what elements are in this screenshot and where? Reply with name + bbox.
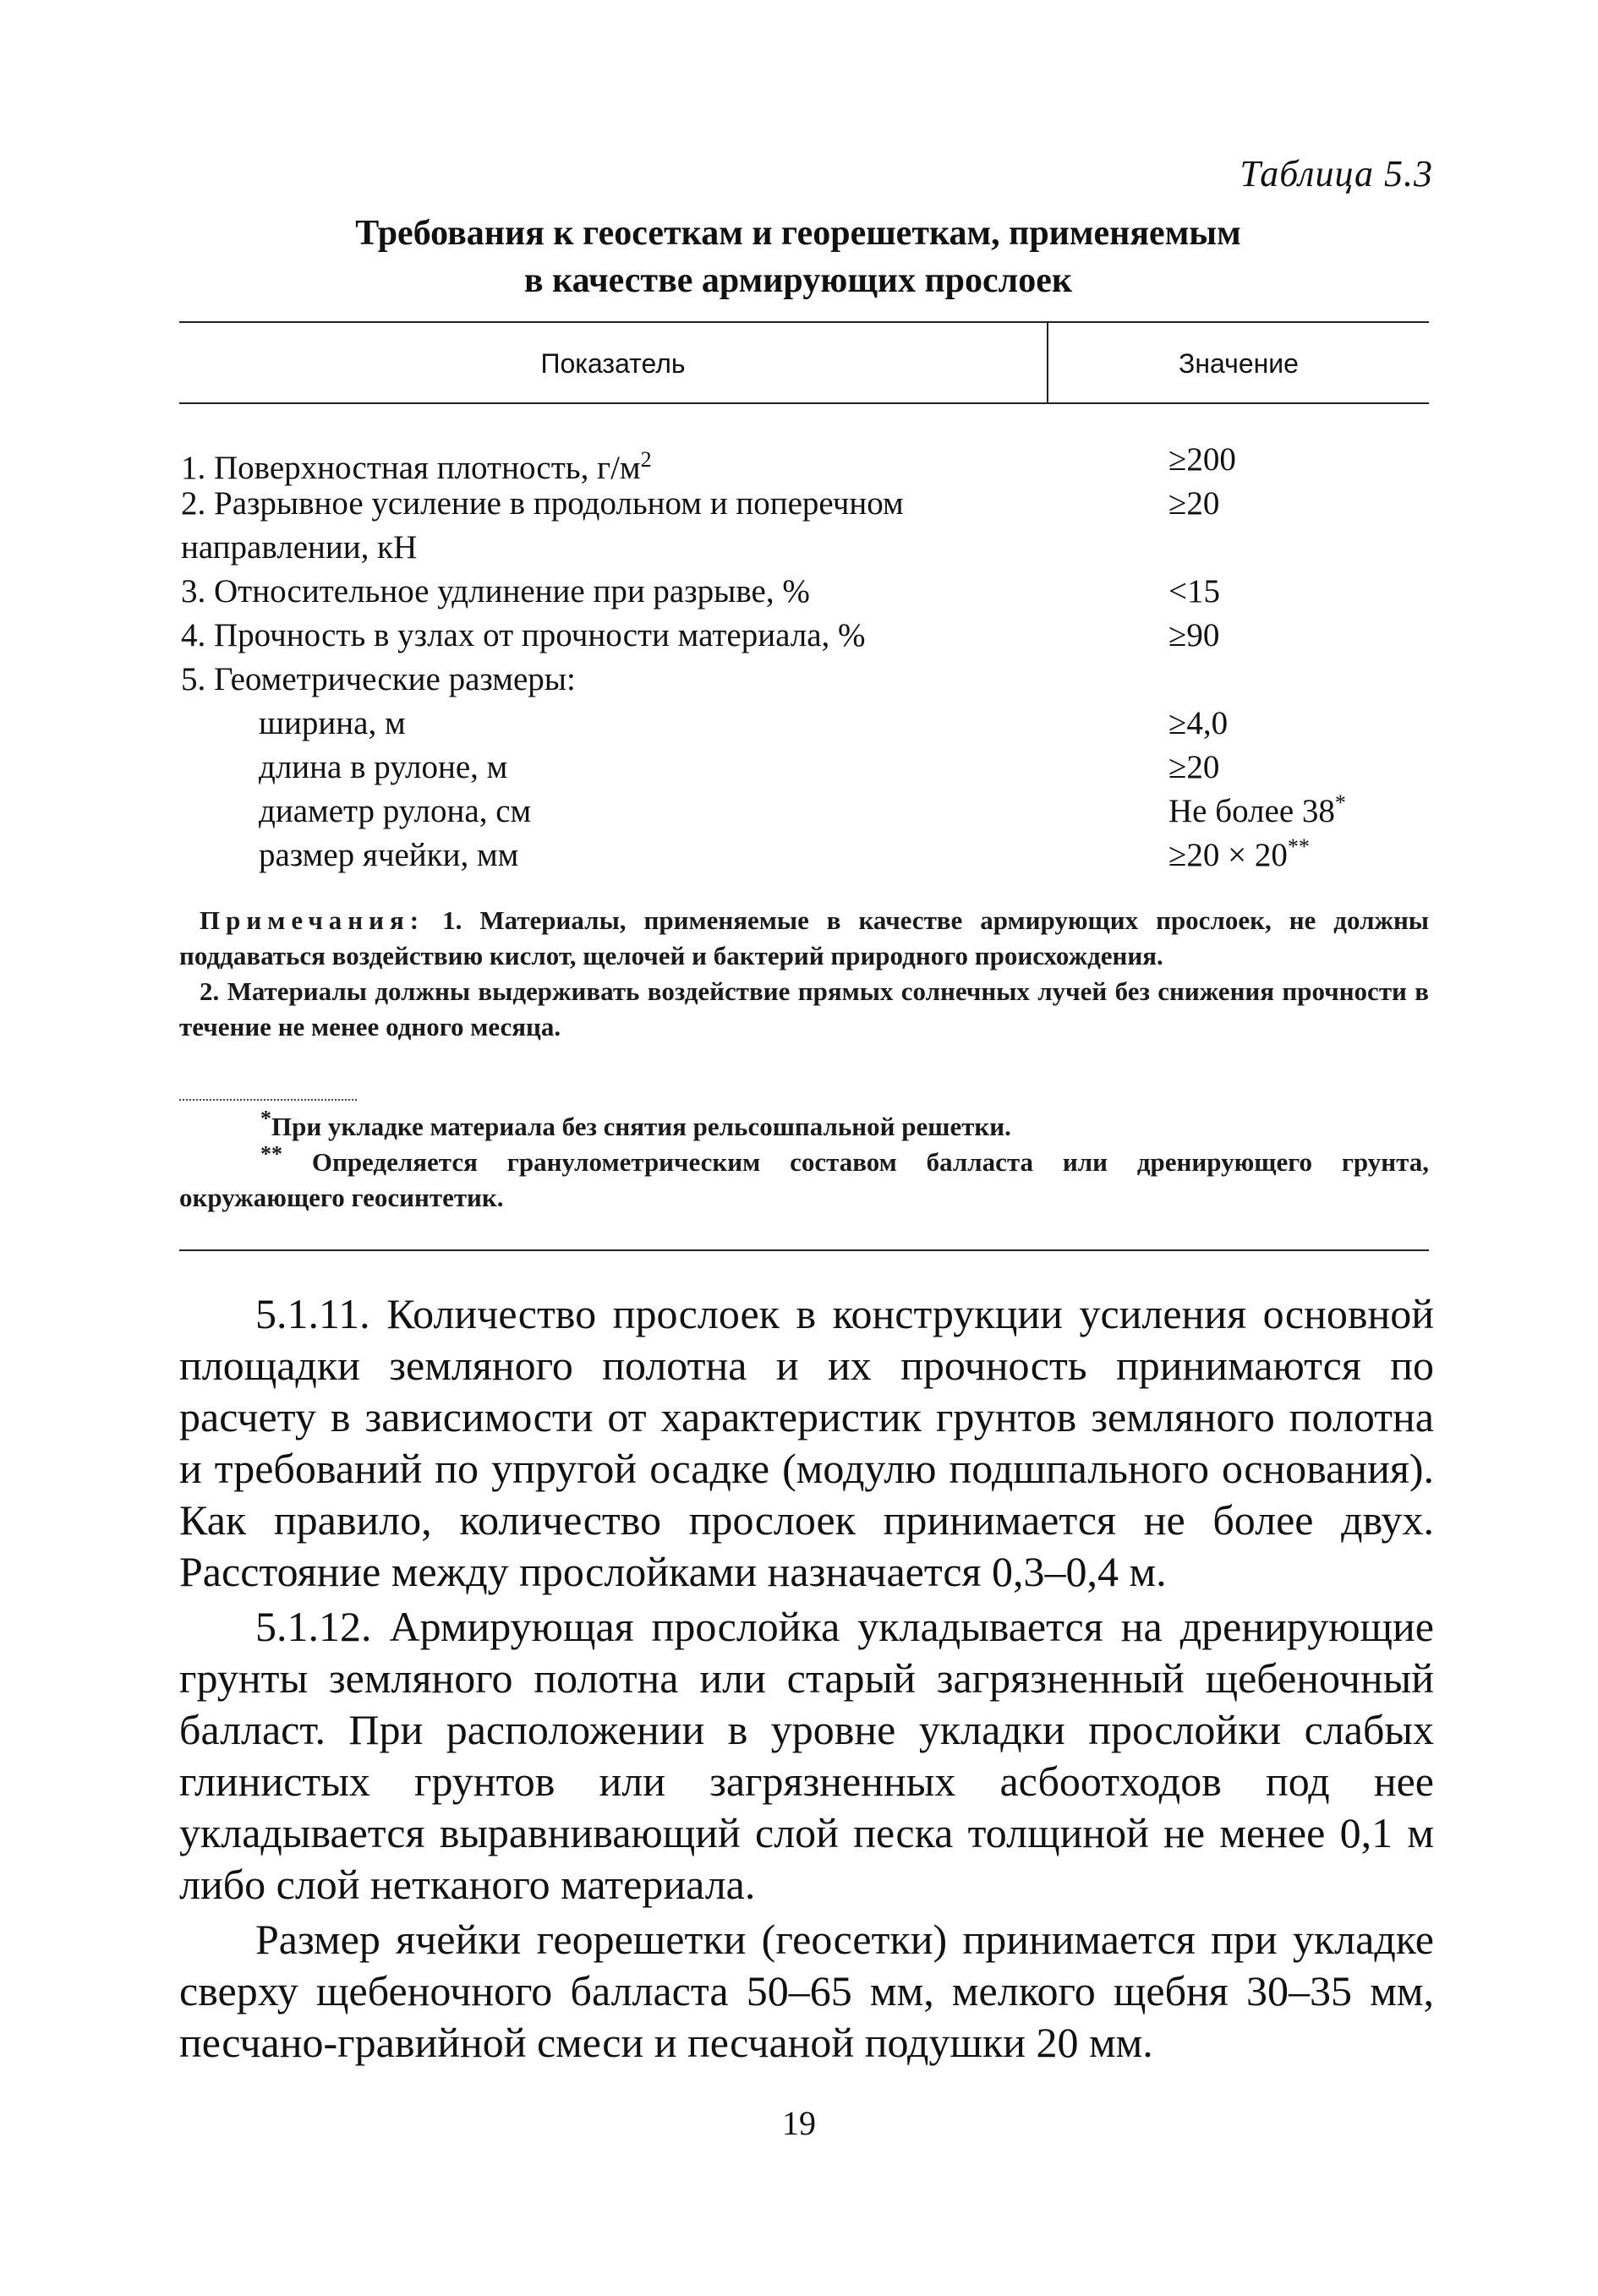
table-row — [181, 834, 1432, 877]
row-value: ≥20 — [1168, 485, 1220, 522]
table-row — [181, 746, 1432, 790]
paragraph-5-1-11: 5.1.11. Количество прослоек в конструкции усиления основной площадки земляного полотна и их прочность принимаются по расчету в зависимости от характеристик грунтов земляного полотна и требований по упругой осадке (модулю подшпального основания). Как правило, количество прослоек принимается не более двух. Расстояние между прослойками назначается 0,3–0,4 м. — [179, 1290, 1434, 1595]
page-number: 19 — [782, 2104, 816, 2142]
table-title-line-2: в качестве армирующих прослоек — [523, 261, 1073, 300]
row-value: ≥20 × 20** — [1168, 834, 1310, 873]
table-caption: Таблица 5.3 — [1240, 153, 1433, 194]
footnote-separator — [179, 1099, 357, 1101]
table-body — [181, 438, 1432, 877]
body-text — [179, 1288, 1434, 2072]
table-row — [181, 570, 1432, 614]
row-indicator: 5. Геометрические размеры: — [181, 661, 576, 697]
row-indicator: длина в рулоне, м — [259, 749, 508, 785]
table-row — [181, 482, 1432, 570]
note-1: Примечания: 1. Материалы, применяемые в качестве армирующих прослоек, не должны поддаваться воздействию кислот, щелочей и бактерий природного происхождения. — [179, 905, 1430, 970]
table-header-rule — [179, 402, 1429, 404]
row-value: ≥200 — [1168, 441, 1236, 478]
row-value: ≥90 — [1168, 617, 1220, 653]
row-indicator: ширина, м — [259, 705, 406, 741]
table-row — [181, 658, 1432, 702]
table-notes — [179, 903, 1429, 1045]
notes-label: Примечания: — [200, 905, 425, 935]
row-value: Не более 38* — [1168, 790, 1346, 829]
table-title — [179, 210, 1417, 304]
footnote-1: *При укладке материала без снятия рельсошпальной решетки. — [260, 1106, 1011, 1141]
table-row — [181, 614, 1432, 658]
row-indicator: диаметр рулона, см — [259, 793, 532, 829]
row-indicator: 4. Прочность в узлах от прочности материала, % — [181, 617, 866, 653]
paragraph-cell-size: Размер ячейки георешетки (геосетки) принимается при укладке сверху щебеночного балласта 50–65 мм, мелкого щебня 30–35 мм, песчано-гравийной смеси и песчаной подушки 20 мм. — [179, 1916, 1434, 2066]
paragraph-5-1-12: 5.1.12. Армирующая прослойка укладывается на дренирующие грунты земляного полотна или старый загрязненный щебеночный балласт. При расположении в уровне укладки прослойки слабых глинистых грунтов или загрязненных асбоотходов под нее укладывается выравнивающий слой песка толщиной не менее 0,1 м либо слой нетканого материала. — [179, 1603, 1434, 1908]
header-value: Значение — [1179, 348, 1299, 379]
row-value: ≥4,0 — [1168, 705, 1229, 741]
table-row — [181, 438, 1432, 486]
footnote-2: ** Определяется гранулометрическим составом балласта или дренирующего грунта, окружающего геосинтетик. — [179, 1141, 1429, 1212]
row-value: <15 — [1168, 573, 1220, 610]
row-indicator: 2. Разрывное усиление в продольном и поперечном направлении, кН — [181, 485, 904, 566]
table-top-rule — [179, 321, 1429, 323]
row-indicator: 1. Поверхностная плотность, $г/м^2$ — [181, 447, 652, 486]
row-indicator: 3. Относительное удлинение при разрыве, % — [181, 573, 810, 610]
note-2: 2. Материалы должны выдерживать воздействие прямых солнечных лучей без снижения прочности в течение не менее одного месяца. — [179, 976, 1429, 1041]
table-bottom-rule — [179, 1249, 1429, 1251]
table-row — [181, 790, 1432, 834]
table-title-line-1: Требования к геосеткам и георешеткам, применяемым — [355, 214, 1241, 253]
table-footnotes — [179, 1106, 1429, 1216]
row-indicator: размер ячейки, мм — [259, 837, 519, 873]
row-value: ≥20 — [1168, 749, 1220, 785]
table-row — [181, 702, 1432, 746]
header-indicator: Показатель — [540, 348, 686, 379]
